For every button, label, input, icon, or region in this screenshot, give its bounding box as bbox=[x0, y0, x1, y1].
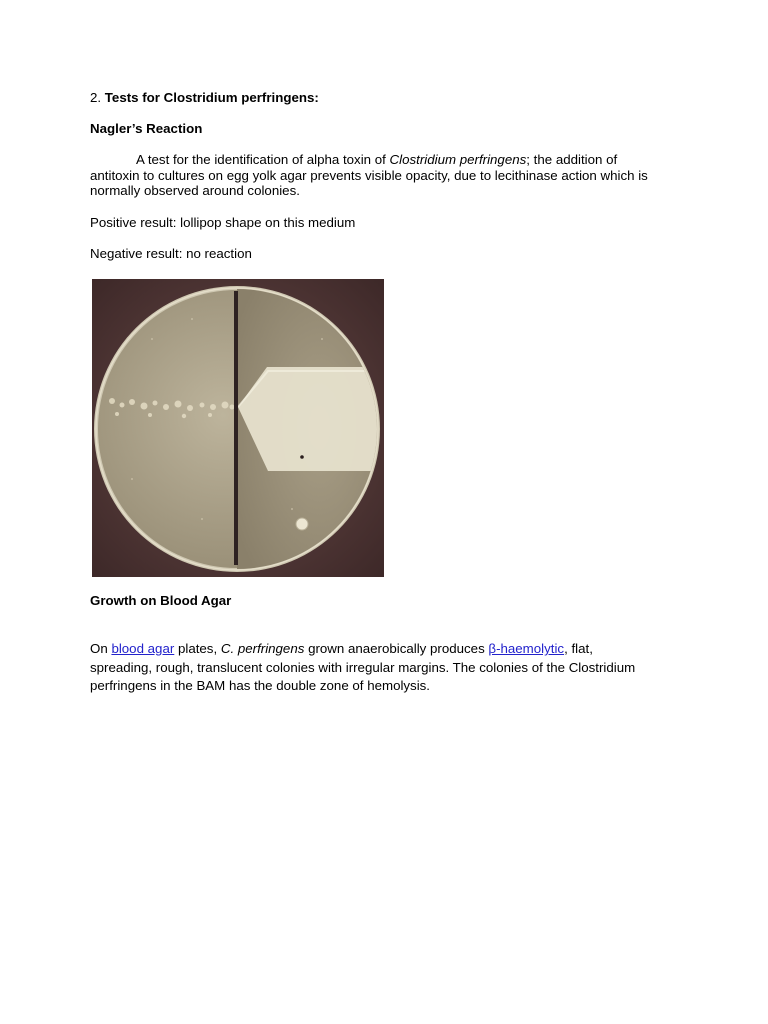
bubble bbox=[296, 518, 308, 530]
nagler-para-intro: A test for the identification of alpha toxin of bbox=[136, 152, 390, 167]
nagler-para-line2: antitoxin to cultures on egg yolk agar prevents visible opacity, due to lecithinase action which is bbox=[90, 167, 648, 183]
beta-haemolytic-link[interactable]: β-haemolytic bbox=[488, 641, 565, 656]
blood-agar-heading: Growth on Blood Agar bbox=[90, 593, 232, 608]
blood-agar-on: On bbox=[90, 641, 112, 656]
positive-result: Positive result: lollipop shape on this medium bbox=[90, 215, 356, 230]
blood-agar-grown: grown anaerobically produces bbox=[304, 641, 489, 656]
nagler-para-rest: ; the addition of bbox=[526, 152, 618, 167]
section-number: 2. bbox=[90, 90, 102, 105]
blood-agar-line3: perfringens in the BAM has the double zone of hemolysis. bbox=[90, 678, 431, 693]
nagler-reaction-petri-dish-image bbox=[92, 279, 384, 577]
negative-result: Negative result: no reaction bbox=[90, 246, 252, 261]
naglers-reaction-paragraph bbox=[90, 152, 690, 199]
blood-agar-italic: C. perfringens bbox=[220, 641, 305, 656]
blood-agar-plates: plates, bbox=[174, 641, 221, 656]
divider-line bbox=[234, 291, 238, 565]
blood-agar-line2: spreading, rough, translucent colonies with irregular margins. The colonies of the Clostridium bbox=[90, 659, 636, 675]
nagler-para-italic: Clostridium perfringens bbox=[389, 152, 527, 167]
section-title-text: Tests for Clostridium perfringens: bbox=[104, 90, 319, 105]
nagler-para-line3: normally observed around colonies. bbox=[90, 183, 300, 198]
blood-agar-paragraph bbox=[90, 640, 690, 696]
blood-agar-flat: , flat, bbox=[564, 641, 593, 656]
section-title bbox=[90, 90, 319, 105]
naglers-reaction-heading: Nagler’s Reaction bbox=[90, 121, 203, 136]
blood-agar-link[interactable]: blood agar bbox=[111, 641, 175, 656]
